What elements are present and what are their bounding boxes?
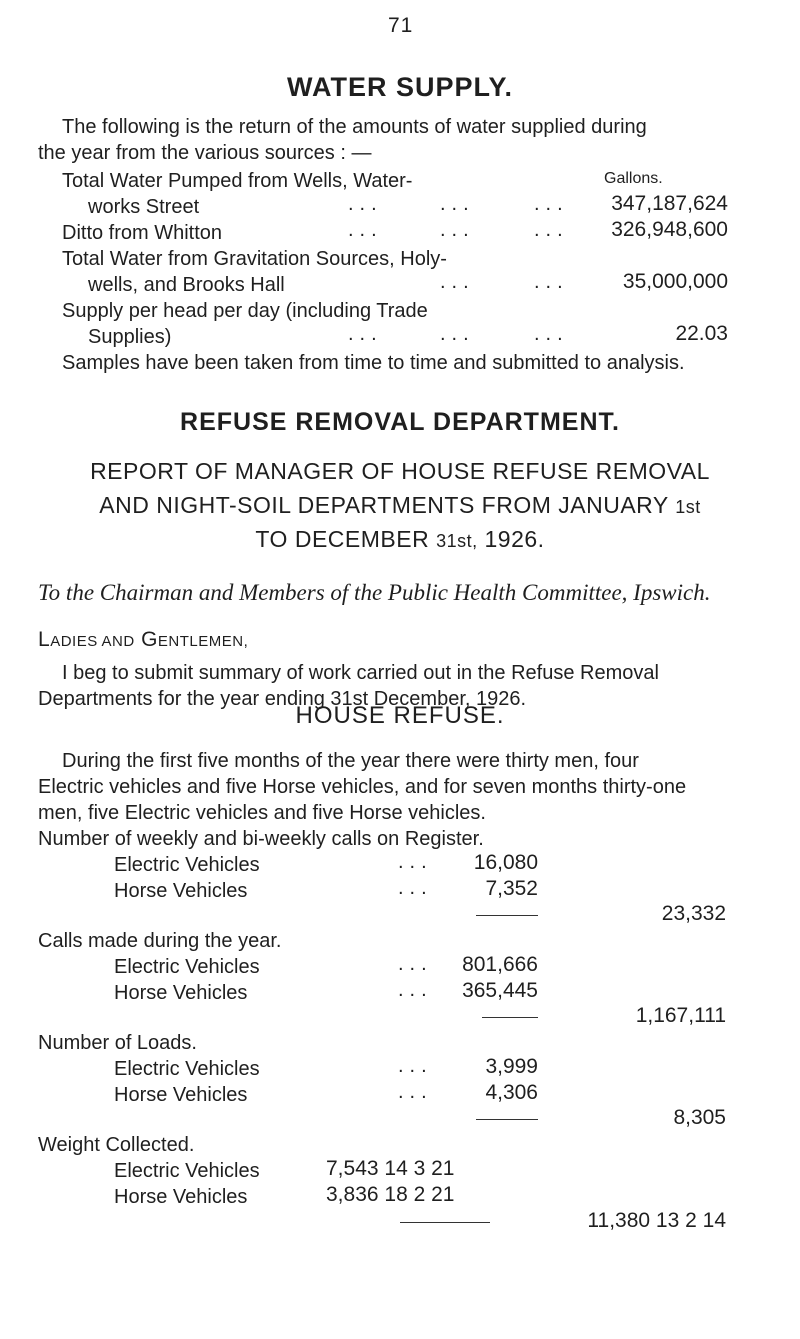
samples-note: Samples have been taken from time to time and submitted to analysis.	[62, 352, 685, 374]
water-row-4-label-1: Supply per head per day (including Trade	[62, 300, 428, 322]
loads-electric-label: Electric Vehicles	[114, 1058, 260, 1080]
loads-electric-value: 3,999	[485, 1055, 538, 1078]
register-electric-value: 16,080	[473, 851, 538, 874]
house-para-line-4: Number of weekly and bi-weekly calls on Register.	[38, 828, 484, 850]
report-heading-line-1: REPORT OF MANAGER OF HOUSE REFUSE REMOVAL	[90, 458, 710, 484]
water-row-3-value: 35,000,000	[622, 270, 728, 293]
calls-subtotal-rule	[482, 1017, 538, 1018]
report-heading-line-3-a: TO DECEMBER	[255, 526, 430, 552]
leader-dots: ...	[440, 271, 475, 293]
calls-total: 1,167,111	[635, 1004, 726, 1027]
water-row-4-value: 22.03	[675, 322, 728, 345]
leader-dots: ...	[398, 979, 433, 1001]
weight-heading: Weight Collected.	[38, 1134, 195, 1156]
water-intro-line-1: The following is the return of the amounts of water supplied during	[62, 116, 647, 138]
weight-electric-value: 7,543 14 3 21	[326, 1157, 455, 1180]
weight-electric-label: Electric Vehicles	[114, 1160, 260, 1182]
refuse-removal-heading: REFUSE REMOVAL DEPARTMENT.	[180, 408, 620, 436]
leader-dots: ...	[348, 193, 383, 215]
register-electric-label: Electric Vehicles	[114, 854, 260, 876]
leader-dots: ...	[534, 271, 569, 293]
leader-dots: ...	[534, 219, 569, 241]
calls-electric-label: Electric Vehicles	[114, 956, 260, 978]
water-supply-heading: WATER SUPPLY.	[286, 72, 514, 102]
calls-horse-label: Horse Vehicles	[114, 982, 248, 1004]
register-total: 23,332	[661, 902, 726, 925]
water-row-3-label-2: wells, and Brooks Hall	[88, 274, 285, 296]
page-number: 71	[388, 14, 414, 37]
house-para-line-1: During the first five months of the year there were thirty men, four	[62, 750, 639, 772]
water-row-1-value: 347,187,624	[611, 192, 728, 215]
loads-horse-value: 4,306	[485, 1081, 538, 1104]
loads-heading: Number of Loads.	[38, 1032, 197, 1054]
leader-dots: ...	[348, 219, 383, 241]
water-row-2-label: Ditto from Whitton	[62, 222, 223, 244]
loads-subtotal-rule	[476, 1119, 538, 1120]
house-para-line-2: Electric vehicles and five Horse vehicles, and for seven months thirty-one	[38, 776, 687, 798]
water-row-1-label-1: Total Water Pumped from Wells, Water-	[62, 170, 413, 192]
water-row-3-label-1: Total Water from Gravitation Sources, Holy-	[62, 248, 447, 270]
calls-horse-value: 365,445	[462, 979, 538, 1002]
refuse-body-line-1: I beg to submit summary of work carried out in the Refuse Removal	[62, 662, 659, 684]
water-row-4-label-2: Supplies)	[88, 326, 172, 348]
report-heading-line-2	[0, 492, 800, 519]
leader-dots: ...	[398, 851, 433, 873]
report-heading-line-3-b: 1926.	[484, 526, 545, 552]
leader-dots: ...	[440, 219, 475, 241]
leader-dots: ...	[440, 193, 475, 215]
salutation-initial-g: G	[141, 628, 158, 651]
report-heading-ordinal-1: 1st	[675, 497, 701, 517]
loads-horse-label: Horse Vehicles	[114, 1084, 248, 1106]
leader-dots: ...	[440, 323, 475, 345]
water-row-2-value: 326,948,600	[611, 218, 728, 241]
salutation-small-1: ADIES AND	[50, 633, 135, 650]
gallons-unit-label: Gallons.	[604, 170, 663, 187]
report-heading-line-3	[0, 526, 800, 553]
leader-dots: ...	[534, 193, 569, 215]
addressee: To the Chairman and Members of the Public Health Committee, Ipswich.	[38, 580, 711, 605]
leader-dots: ...	[398, 953, 433, 975]
report-heading-line-2-text: AND NIGHT-SOIL DEPARTMENTS FROM JANUARY	[99, 492, 669, 518]
calls-electric-value: 801,666	[462, 953, 538, 976]
loads-total: 8,305	[673, 1106, 726, 1129]
weight-subtotal-rule	[400, 1222, 490, 1223]
calls-heading: Calls made during the year.	[38, 930, 282, 952]
salutation	[38, 628, 248, 652]
refuse-body-line-2: Departments for the year ending 31st December, 1926.	[38, 688, 527, 710]
weight-horse-label: Horse Vehicles	[114, 1186, 248, 1208]
salutation-small-2: ENTLEMEN,	[157, 633, 249, 650]
water-row-1-label-2: works Street	[88, 196, 200, 218]
register-horse-label: Horse Vehicles	[114, 880, 248, 902]
salutation-initial-l: L	[38, 628, 51, 651]
water-intro-line-2: the year from the various sources : —	[38, 142, 372, 164]
leader-dots: ...	[398, 877, 433, 899]
leader-dots: ...	[348, 323, 383, 345]
register-subtotal-rule	[476, 915, 538, 916]
leader-dots: ...	[534, 323, 569, 345]
leader-dots: ...	[398, 1055, 433, 1077]
leader-dots: ...	[398, 1081, 433, 1103]
weight-total: 11,380 13 2 14	[587, 1209, 726, 1232]
house-para-line-3: men, five Electric vehicles and five Horse vehicles.	[38, 802, 486, 824]
report-heading-ordinal-2: 31st,	[436, 531, 478, 551]
house-refuse-heading: HOUSE REFUSE.	[295, 702, 505, 729]
weight-horse-value: 3,836 18 2 21	[326, 1183, 455, 1206]
register-horse-value: 7,352	[485, 877, 538, 900]
